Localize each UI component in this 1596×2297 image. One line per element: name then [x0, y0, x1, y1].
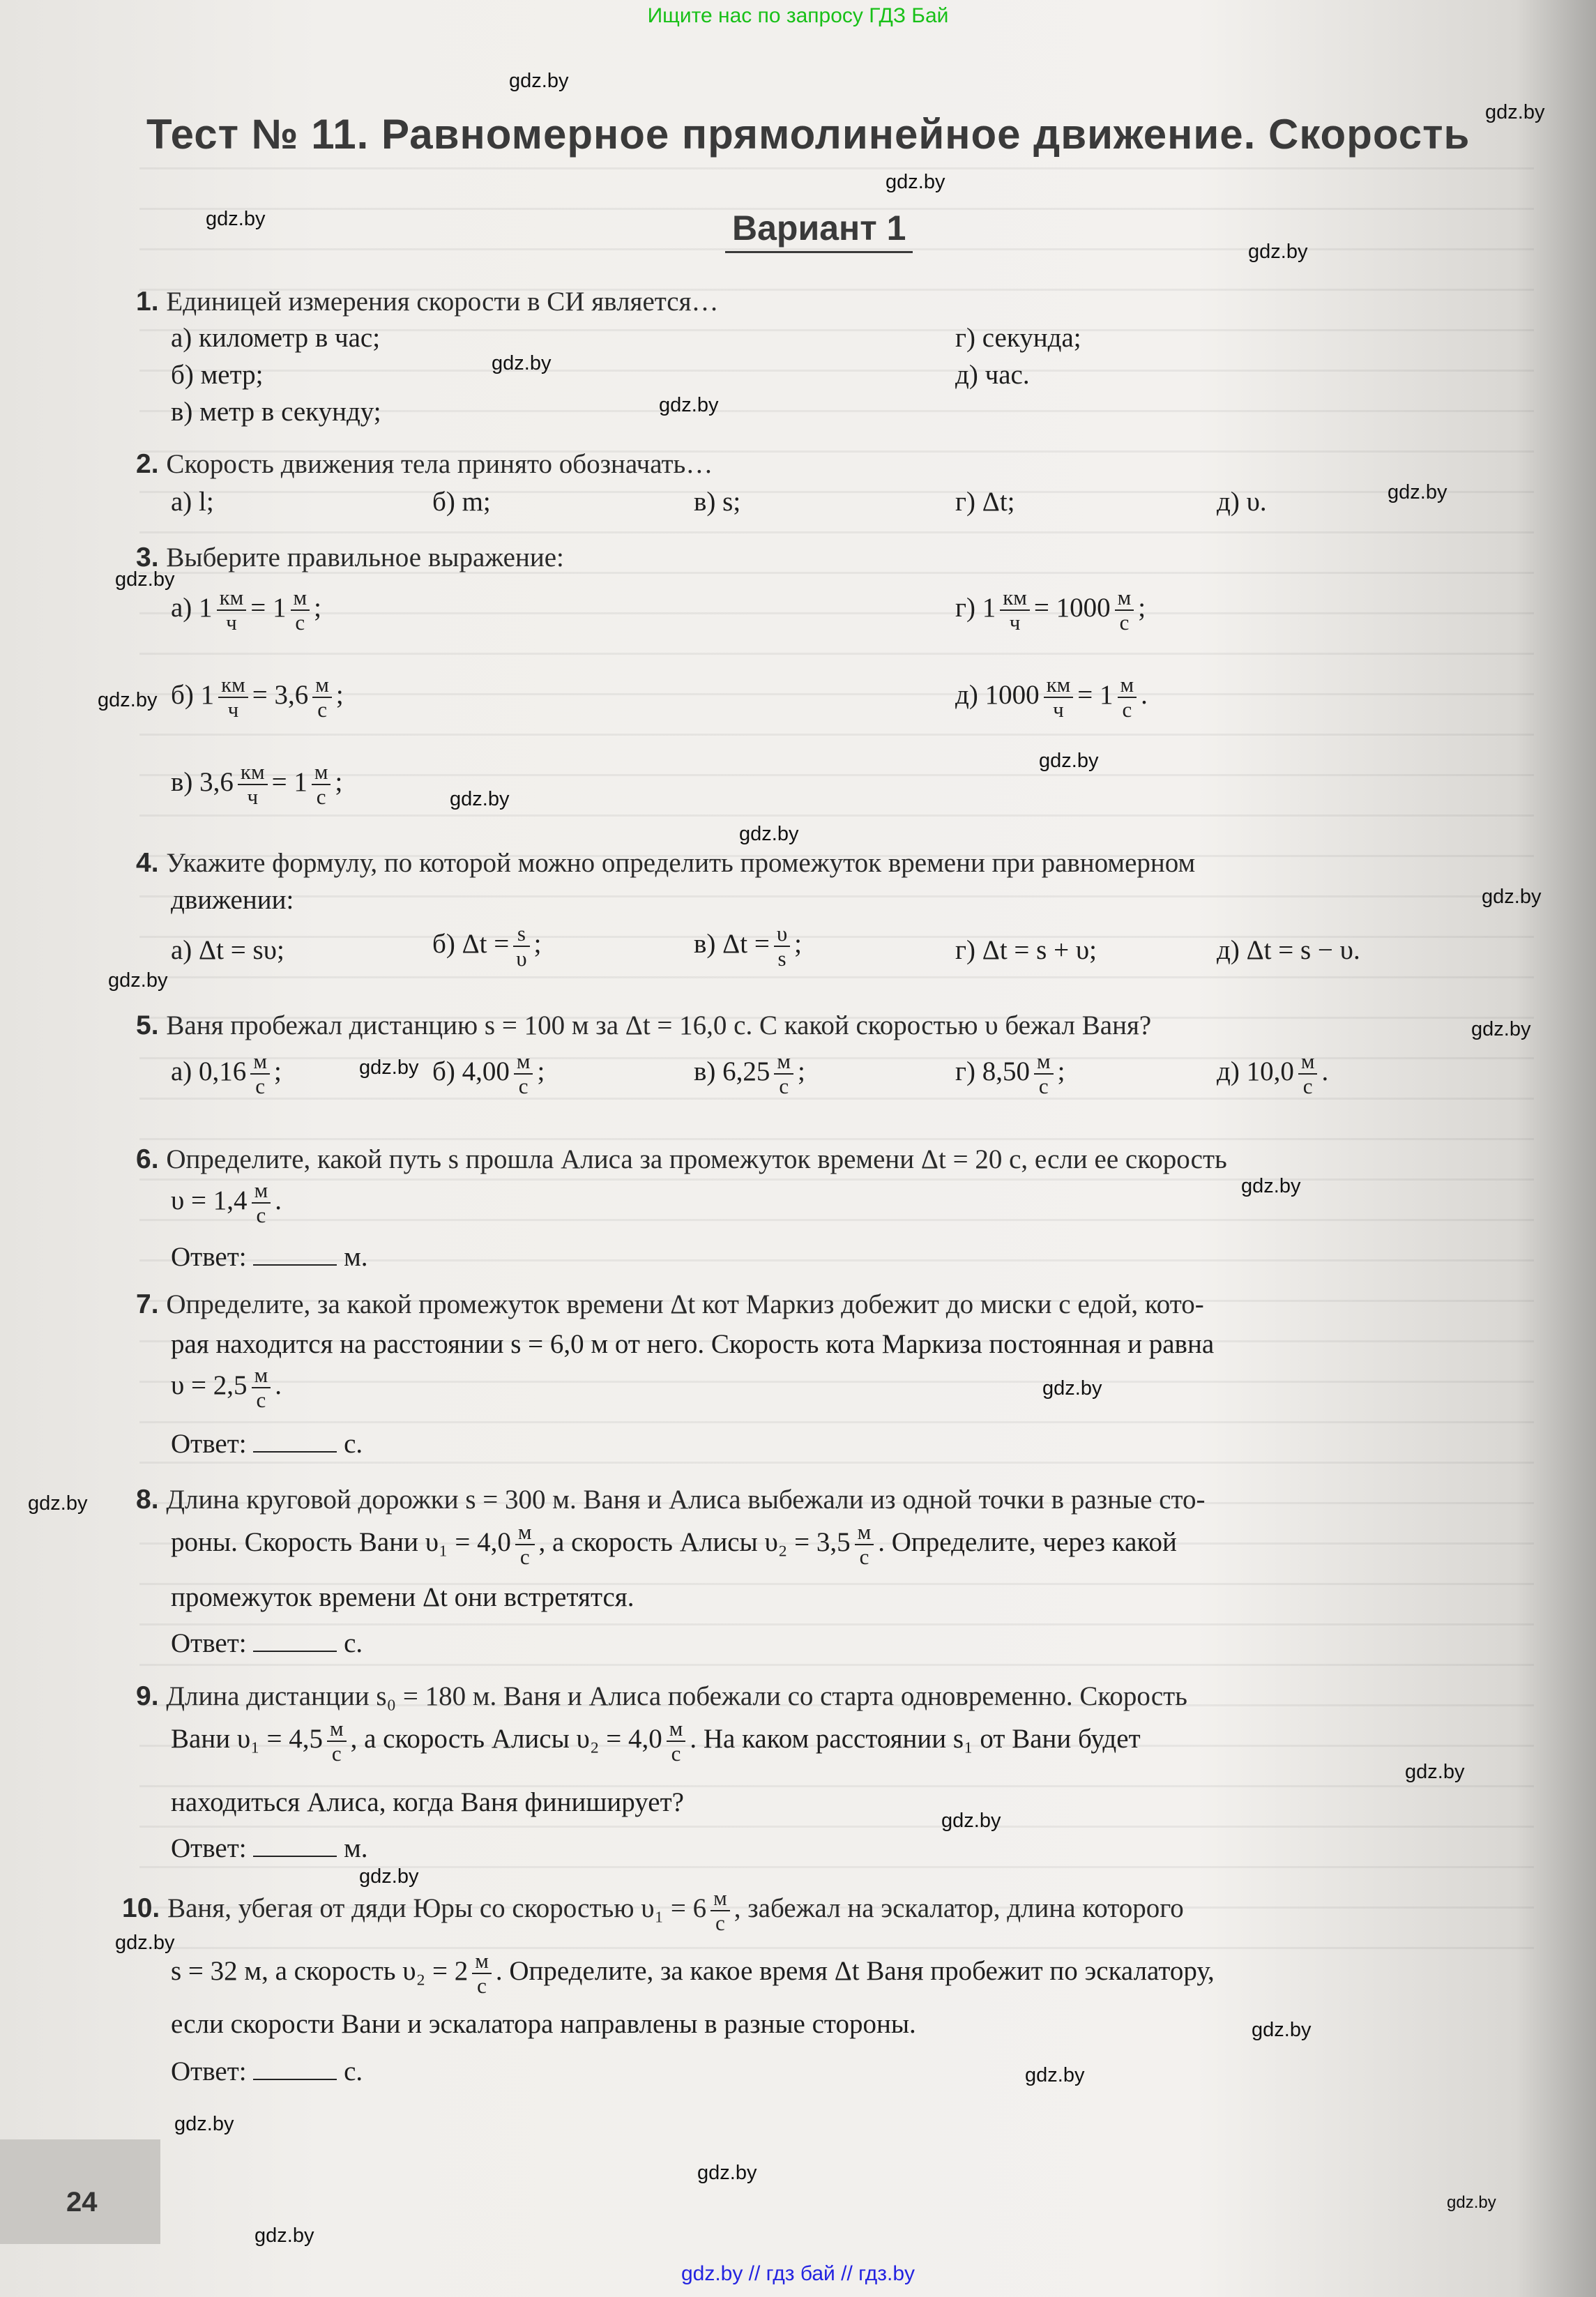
watermark: gdz.by [206, 208, 266, 230]
question-10 [122, 1886, 1184, 1935]
option-a[interactable]: а) Δt = sυ; [171, 935, 284, 965]
option-c[interactable]: в) метр в секунду; [171, 397, 381, 427]
question-number: 1. [136, 287, 159, 317]
option-c[interactable]: в) s; [694, 487, 741, 517]
watermark: gdz.by [450, 788, 510, 810]
fraction-m-s: $\frac{м}{с}$ [312, 760, 331, 809]
question-number: 5. [136, 1010, 159, 1040]
watermark: gdz.by [108, 969, 168, 992]
bottom-banner[interactable]: gdz.by // гдз бай // гдз.by [681, 2262, 915, 2285]
page-number: 24 [66, 2187, 98, 2218]
fraction-m-s: $\frac{м}{с}$ [1115, 586, 1134, 635]
watermark: gdz.by [1042, 1377, 1102, 1400]
answer-blank [253, 1856, 337, 1857]
answer-blank [253, 1651, 337, 1652]
watermark: gdz.by [1485, 101, 1545, 123]
watermark: gdz.by [1388, 481, 1447, 503]
question-7 [136, 1289, 1204, 1320]
question-text-cont: роны. Скорость Вани υ₁ = 4,0 $\frac{м}{с}$ , а скорость Алисы υ₂ = 3,5 $\frac{м}{с}$ . Определите, через какой [171, 1519, 1177, 1570]
watermark: gdz.by [98, 689, 158, 711]
watermark: gdz.by [1241, 1175, 1301, 1197]
fraction-km-h: $\frac{км}{ч}$ [1000, 586, 1030, 635]
option-c[interactable]: в) 6,25 $\frac{м}{с}$ ; [694, 1049, 805, 1099]
watermark: gdz.by [359, 1056, 419, 1079]
question-4 [136, 847, 1195, 879]
watermark: gdz.by [254, 2224, 314, 2247]
answer-line[interactable]: Ответ: с. [171, 2056, 363, 2086]
option-e[interactable]: д) 1000 $\frac{км}{ч}$ = 1 $\frac{м}{с}$ . [955, 672, 1148, 722]
option-a[interactable]: а) километр в час; [171, 323, 381, 353]
watermark: gdz.by [1447, 2193, 1496, 2212]
option-e[interactable]: д) час. [955, 360, 1030, 390]
question-2 [136, 448, 713, 480]
option-b[interactable]: б) 4,00 $\frac{м}{с}$ ; [432, 1049, 545, 1099]
option-e[interactable]: д) υ. [1217, 487, 1267, 517]
option-e[interactable]: д) 10,0 $\frac{м}{с}$ . [1217, 1049, 1329, 1099]
question-text: Единицей измерения скорости в СИ является… [166, 287, 719, 317]
option-d[interactable]: г) 1 $\frac{км}{ч}$ = 1000 $\frac{м}{с}$ ; [955, 585, 1146, 635]
fraction-m-s: $\frac{м}{с}$ [312, 673, 332, 722]
watermark: gdz.by [359, 1865, 419, 1888]
option-c[interactable]: в) Δt = $\frac{\upsilon}{s}$ ; [694, 921, 803, 971]
question-text: Укажите формулу, по которой можно определить промежуток времени при равномерном [166, 848, 1196, 878]
fraction-m-s: $\frac{м}{с}$ [1118, 673, 1137, 722]
question-1 [136, 286, 719, 317]
option-c[interactable]: в) 3,6 $\frac{км}{ч}$ = 1 $\frac{м}{с}$ ; [171, 759, 343, 810]
top-banner[interactable]: Ищите нас по запросу ГДЗ Бай [647, 4, 949, 27]
answer-line[interactable]: Ответ: с. [171, 1429, 363, 1459]
question-9 [136, 1681, 1187, 1712]
answer-line[interactable]: Ответ: м. [171, 1242, 368, 1272]
question-text-cont: находиться Алиса, когда Ваня финиширует? [171, 1787, 684, 1817]
question-text-cont: υ = 1,4 $\frac{м}{с}$ . [171, 1178, 282, 1228]
fraction-km-h: $\frac{км}{ч}$ [238, 760, 268, 809]
question-number: 9. [136, 1681, 159, 1711]
watermark: gdz.by [659, 394, 719, 416]
question-text-cont: υ = 2,5 $\frac{м}{с}$ . [171, 1363, 282, 1413]
watermark: gdz.by [941, 1810, 1001, 1832]
question-number: 6. [136, 1144, 159, 1174]
question-number: 8. [136, 1485, 159, 1515]
option-d[interactable]: г) Δt; [955, 487, 1015, 517]
fraction-km-h: $\frac{км}{ч}$ [217, 586, 247, 635]
option-a[interactable]: а) 1 $\frac{км}{ч}$ = 1 $\frac{м}{с}$ ; [171, 585, 321, 635]
watermark: gdz.by [886, 171, 945, 193]
watermark: gdz.by [1405, 1761, 1465, 1783]
option-b[interactable]: б) m; [432, 487, 491, 517]
answer-blank [253, 1264, 337, 1266]
option-d[interactable]: г) секунда; [955, 323, 1081, 353]
fraction-km-h: $\frac{км}{ч}$ [1044, 673, 1074, 722]
question-text: Длина дистанции s₀ = 180 м. Ваня и Алиса побежали со старта одновременно. Скорость [166, 1681, 1187, 1711]
question-number: 10. [122, 1893, 160, 1924]
watermark: gdz.by [1248, 241, 1308, 263]
watermark: gdz.by [28, 1492, 88, 1515]
watermark: gdz.by [1471, 1018, 1531, 1040]
question-text: Определите, за какой промежуток времени Δt кот Маркиз добежит до миски с едой, кото- [166, 1289, 1204, 1319]
question-text-cont: если скорости Вани и эскалатора направлены в разные стороны. [171, 2009, 916, 2039]
question-text: Скорость движения тела принято обозначать… [166, 449, 713, 479]
option-e[interactable]: д) Δt = s − υ. [1217, 935, 1360, 965]
watermark: gdz.by [739, 823, 799, 845]
page-number-box [0, 2139, 160, 2244]
watermark: gdz.by [1482, 886, 1542, 908]
question-number: 7. [136, 1289, 159, 1319]
question-6 [136, 1144, 1227, 1175]
option-a[interactable]: а) l; [171, 487, 214, 517]
question-3 [136, 542, 564, 573]
question-text: Ваня пробежал дистанцию s = 100 м за Δt = 16,0 с. С какой скоростью υ бежал Ваня? [166, 1010, 1152, 1040]
option-b[interactable]: б) 1 $\frac{км}{ч}$ = 3,6 $\frac{м}{с}$ ; [171, 672, 344, 722]
option-b[interactable]: б) Δt = $\frac{s}{\upsilon}$ ; [432, 921, 542, 971]
watermark: gdz.by [1025, 2064, 1085, 2086]
watermark: gdz.by [492, 352, 552, 374]
question-number: 4. [136, 848, 159, 878]
answer-line[interactable]: Ответ: с. [171, 1628, 363, 1658]
fraction-km-h: $\frac{км}{ч}$ [218, 673, 248, 722]
option-d[interactable]: г) Δt = s + υ; [955, 935, 1097, 965]
fraction-m-s: $\frac{м}{с}$ [291, 586, 310, 635]
watermark: gdz.by [1039, 750, 1099, 772]
watermark: gdz.by [509, 70, 569, 92]
option-a[interactable]: а) 0,16 $\frac{м}{с}$ ; [171, 1049, 282, 1099]
question-text-cont: s = 32 м, а скорость υ₂ = 2 $\frac{м}{с}$ . Определите, за какое время Δt Ваня пробежит по эскалатору, [171, 1948, 1215, 1999]
watermark: gdz.by [115, 1932, 175, 1954]
watermark: gdz.by [697, 2162, 757, 2184]
question-number: 3. [136, 543, 159, 573]
question-text-cont: рая находится на расстоянии s = 6,0 м от него. Скорость кота Маркиза постоянная и равна [171, 1329, 1215, 1359]
question-8 [136, 1484, 1206, 1515]
answer-blank [253, 1451, 337, 1453]
watermark: gdz.by [115, 568, 175, 591]
question-text: Определите, какой путь s прошла Алиса за промежуток времени Δt = 20 с, если ее скорость [166, 1144, 1227, 1174]
question-5 [136, 1010, 1151, 1041]
question-text: Ваня, убегая от дяди Юры со скоростью υ₁ = 6 $\frac{м}{с}$ , забежал на эскалатор, длина которого [167, 1886, 1184, 1936]
question-text-cont: движении: [171, 885, 294, 915]
answer-line[interactable]: Ответ: м. [171, 1833, 368, 1863]
watermark: gdz.by [174, 2113, 234, 2135]
question-text-cont: Вани υ₁ = 4,5 $\frac{м}{с}$ , а скорость Алисы υ₂ = 4,0 $\frac{м}{с}$ . На каком расстоянии s₁ от Вани будет [171, 1716, 1141, 1766]
variant-heading: Вариант 1 [725, 208, 913, 253]
question-number: 2. [136, 449, 159, 479]
watermark: gdz.by [1252, 2019, 1312, 2041]
option-b[interactable]: б) метр; [171, 360, 264, 390]
option-d[interactable]: г) 8,50 $\frac{м}{с}$ ; [955, 1049, 1065, 1099]
answer-blank [253, 2079, 337, 2080]
test-title: Тест № 11. Равномерное прямолинейное движение. Скорость [146, 111, 1470, 158]
question-text: Длина круговой дорожки s = 300 м. Ваня и Алиса выбежали из одной точки в разные сто- [166, 1485, 1206, 1515]
question-text-cont: промежуток времени Δt они встретятся. [171, 1582, 634, 1612]
question-text: Выберите правильное выражение: [166, 543, 564, 573]
